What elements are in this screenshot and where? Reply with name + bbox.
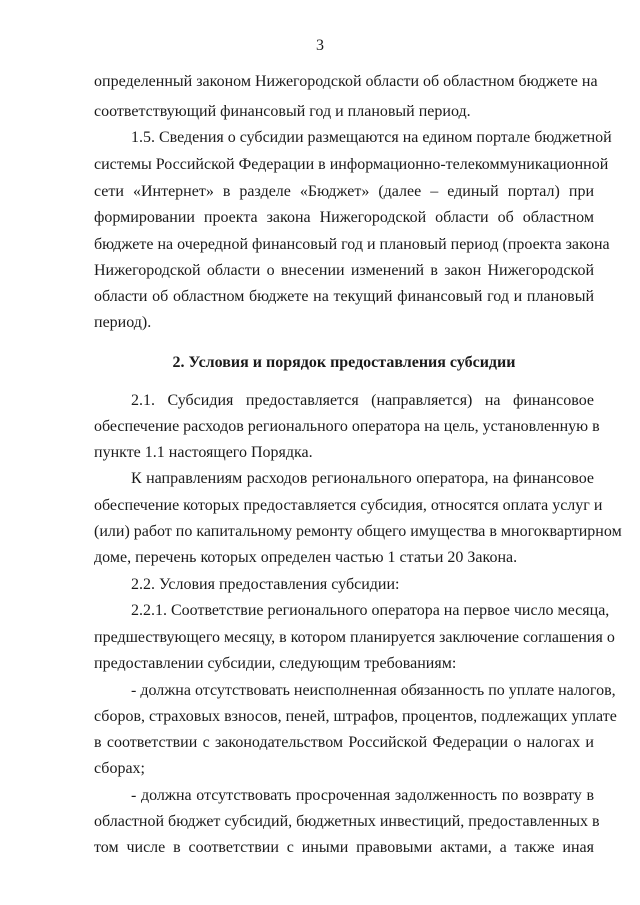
text-line: (или) работ по капитальному ремонту общего имущества в многоквартирном: [94, 523, 622, 540]
text-line: пункте 1.1 настоящего Порядка.: [94, 444, 313, 461]
text-line: сборах;: [94, 760, 145, 777]
text-line: области об областном бюджете на текущий финансовый год и плановый: [94, 288, 594, 305]
text-line: доме, перечень которых определен частью 1 статьи 20 Закона.: [94, 549, 518, 566]
text-line: период).: [94, 314, 152, 331]
text-line: системы Российской Федерации в информационно-телекоммуникационной: [94, 156, 609, 173]
text-line: предшествующего месяцу, в котором планируется заключение соглашения о: [94, 629, 615, 646]
text-line: в соответствии с законодательством Российской Федерации о налогах и: [94, 734, 594, 751]
text-line: предоставлении субсидии, следующим требованиям:: [94, 655, 457, 672]
text-line: 2.2. Условия предоставления субсидии:: [131, 576, 400, 593]
text-line: том числе в соответствии с иными правовыми актами, а также иная: [94, 839, 594, 856]
text-line: обеспечение которых предоставляется субсидия, относятся оплата услуг и: [94, 497, 603, 514]
text-line: Нижегородской области о внесении изменений в закон Нижегородской: [94, 262, 594, 279]
text-line: определенный законом Нижегородской области об областном бюджете на: [94, 73, 598, 90]
text-line: обеспечение расходов регионального оператора на цель, установленную в: [94, 418, 600, 435]
text-line: К направлениям расходов регионального оператора, на финансовое: [131, 470, 594, 487]
text-line: 2.1. Субсидия предоставляется (направляется) на финансовое: [131, 392, 594, 409]
text-line: сборов, страховых взносов, пеней, штрафов, процентов, подлежащих уплате: [94, 708, 617, 725]
page-number: 3: [316, 37, 324, 54]
text-line: - должна отсутствовать неисполненная обязанность по уплате налогов,: [131, 682, 616, 699]
text-line: сети «Интернет» в разделе «Бюджет» (далее – единый портал) при: [94, 183, 594, 200]
text-line: - должна отсутствовать просроченная задолженность по возврату в: [131, 787, 594, 804]
text-line: формировании проекта закона Нижегородской области об областном: [94, 209, 594, 226]
text-line: 2.2.1. Соответствие регионального оператора на первое число месяца,: [131, 602, 610, 619]
text-line: 1.5. Сведения о субсидии размещаются на едином портале бюджетной: [131, 129, 612, 146]
section-heading: 2. Условия и порядок предоставления субсидии: [172, 354, 516, 371]
text-line: бюджете на очередной финансовый год и плановый период (проекта закона: [94, 236, 610, 253]
text-line: областной бюджет субсидий, бюджетных инвестиций, предоставленных в: [94, 813, 600, 830]
text-line: соответствующий финансовый год и плановый период.: [94, 103, 471, 120]
